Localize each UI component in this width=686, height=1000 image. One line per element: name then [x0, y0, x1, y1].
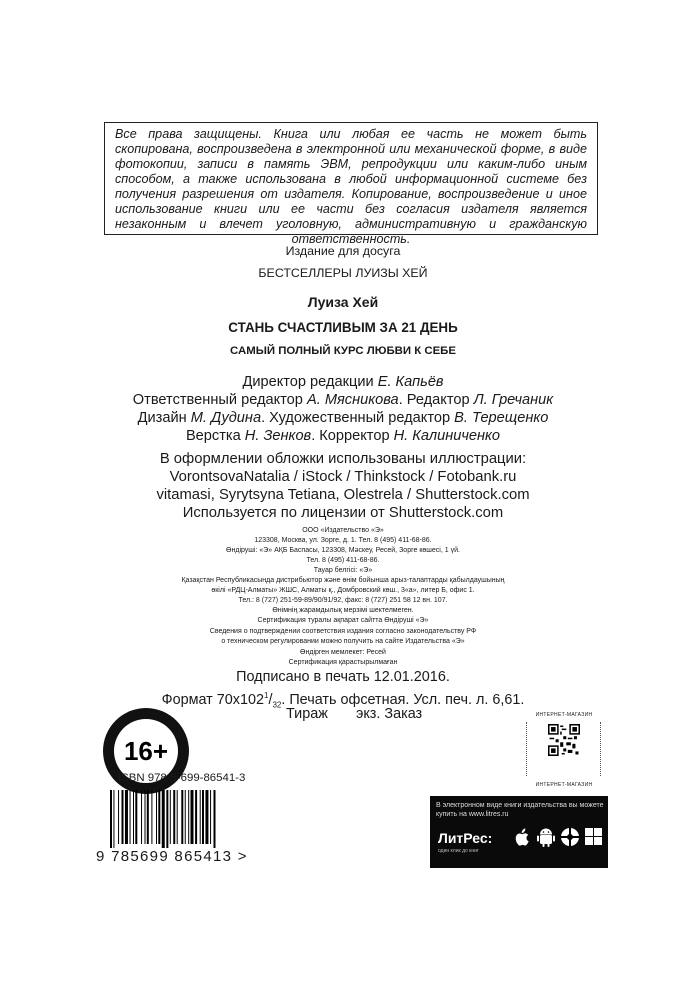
windows-icon: [585, 828, 602, 845]
litres-tagline: один клик до книг: [438, 848, 479, 854]
staff-line-4: Верстка Н. Зенков. Корректор Н. Калиниченко: [185, 428, 501, 444]
edition-type: Издание для досуга: [285, 244, 401, 258]
series-title: БЕСТСЕЛЛЕРЫ ЛУИЗЫ ХЕЙ: [258, 266, 428, 280]
publisher-kz-8: Сертификация туралы ақпарат сайтта Өндіруші «Э»: [257, 617, 429, 624]
publisher-kz-2: Тел. 8 (495) 411-68-86.: [306, 557, 380, 564]
copies-label: экз. Заказ: [356, 706, 423, 722]
rights-notice: Все права защищены. Книга или любая ее часть не может быть скопирована, воспроизведена в электронной или механической форме, в виде фотокопии, записи в память ЭВМ, репродукции или каким-либо иным способом, а также использована в любой информационной системе без получения разрешения от издателя. Копирование, воспроизведение и иное использование книги или ее части без согласия издателя является незаконным и влечет уголовную, административную и гражданскую ответственность.: [104, 122, 598, 235]
staff-line-1: Директор редакции Е. Капьёв: [242, 374, 444, 390]
apple-icon: [516, 829, 529, 846]
publisher-kz-4: Қазақстан Республикасында дистрибьютор және өнім бойынша арыз-талаптарды қабылдаушының: [181, 577, 505, 584]
book-subtitle: САМЫЙ ПОЛНЫЙ КУРС ЛЮБВИ К СЕБЕ: [230, 345, 456, 357]
signed-to-print: Подписано в печать 12.01.2016.: [236, 669, 450, 685]
publisher-ru-1: Сведения о подтверждении соответствия издания согласно законодательству РФ: [209, 628, 477, 635]
illustrations-line-4: Используется по лицензии от Shutterstock.com: [182, 505, 504, 521]
litres-text-2: купить на www.litres.ru: [436, 811, 509, 818]
publisher-kz-1: Өндіруші: «Э» АҚБ Баспасы, 123308, Мәскеу, Ресей, Зорге көшесі, 1 үй.: [226, 547, 460, 554]
publisher-kz-7: Өнімнің жарамдылық мерзімі шектелмеген.: [272, 607, 414, 614]
windows-phone-icon: [561, 828, 579, 846]
publisher-kz-9: Өндірген мемлекет: Ресей: [300, 649, 386, 656]
age-rating: 16+: [114, 719, 178, 783]
staff-line-3: Дизайн М. Дудина. Художественный редактор В. Терещенко: [137, 410, 549, 426]
isbn: ISBN 978-5-699-86541-3: [118, 772, 246, 784]
publisher-kz-5: өкілі «РДЦ-Алматы» ЖШС, Алматы қ., Домбровский көш., 3«а», литер Б, офис 1.: [211, 587, 475, 594]
run-label: Тираж: [286, 706, 328, 722]
android-icon: [537, 829, 555, 848]
litres-text-1: В электронном виде книги издательства вы можете: [436, 802, 604, 809]
book-title: СТАНЬ СЧАСТЛИВЫМ ЗА 21 ДЕНЬ: [228, 320, 458, 335]
barcode-icon: [108, 790, 268, 848]
author: Луиза Хей: [307, 294, 379, 310]
qr-label-top: ИНТЕРНЕТ-МАГАЗИН: [535, 712, 593, 718]
illustrations-line-2: VorontsovaNatalia / iStock / Thinkstock / Fotobank.ru: [169, 469, 517, 485]
qr-label-bottom: ИНТЕРНЕТ-МАГАЗИН: [535, 782, 593, 788]
qr-code-block: [522, 712, 606, 788]
barcode-digits: 9 785699 865413 >: [96, 848, 248, 865]
format-line: Формат $70x102^1/_{32}$. Печать офсетная. Усл. печ. л. 6,61.: [161, 691, 525, 710]
publisher-kz-6: Тел.: 8 (727) 251-59-89/90/91/92, факс: 8 (727) 251 58 12 вн. 107.: [238, 597, 448, 604]
litres-banner[interactable]: [430, 796, 608, 868]
publisher-kz-10: Сертификация қарастырылмаған: [288, 659, 398, 666]
publisher-ru-2: о техническом регулировании можно получить на сайте Издательства «Э»: [221, 638, 465, 645]
illustrations-line-1: В оформлении обложки использованы иллюстрации:: [159, 451, 527, 467]
platform-icons: [514, 826, 604, 848]
publisher-address: 123308, Москва, ул. Зорге, д. 1. Тел. 8 (495) 411-68-86.: [254, 537, 432, 544]
illustrations-line-3: vitamasi, Syrytsyna Tetiana, Olestrela / Shutterstock.com: [156, 487, 530, 503]
litres-logo: ЛитРес:: [438, 830, 493, 846]
publisher-kz-3: Тауар белгісі: «Э»: [313, 567, 373, 574]
staff-line-2: Ответственный редактор А. Мясникова. Редактор Л. Гречаник: [132, 392, 554, 408]
qr-code-icon: [548, 724, 580, 756]
publisher-name: ООО «Издательство «Э»: [302, 527, 384, 534]
